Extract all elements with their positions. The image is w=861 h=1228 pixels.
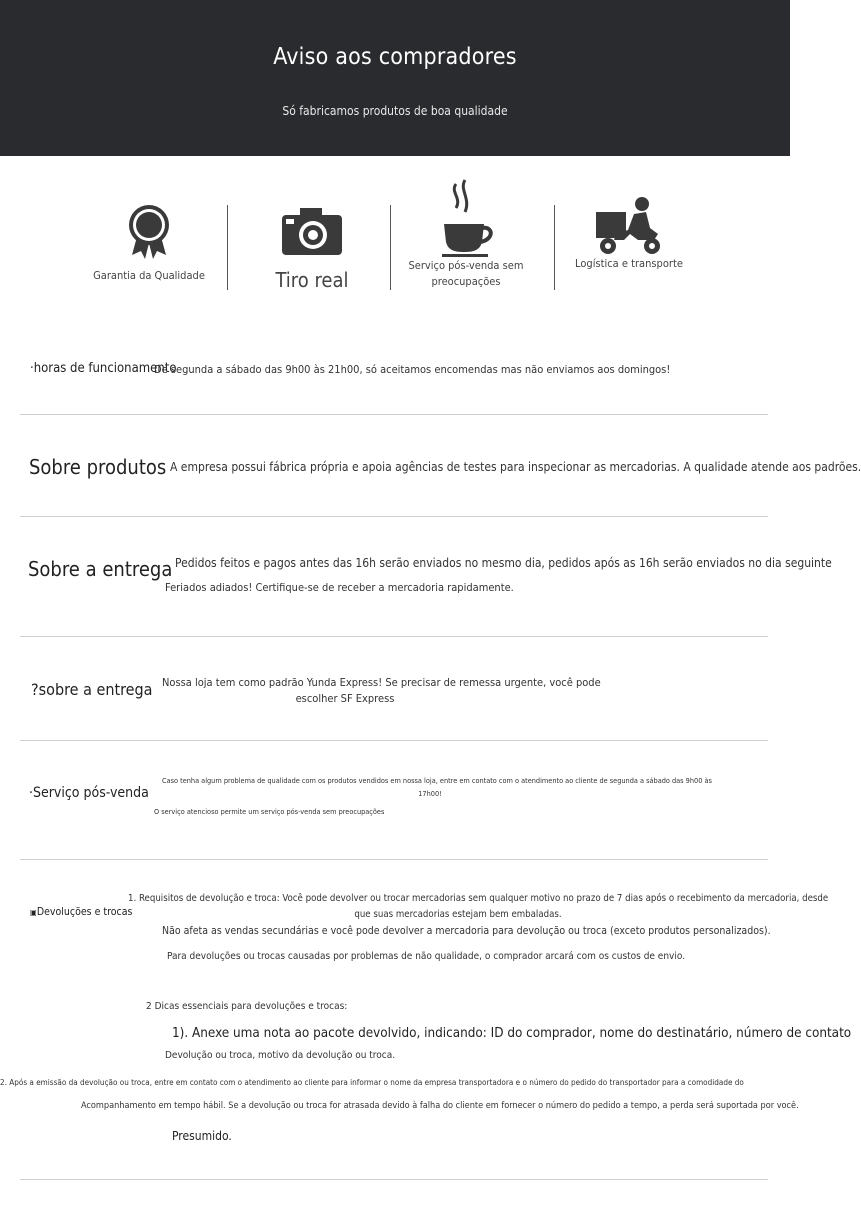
shipping-line: Nossa loja tem como padrão Yunda Express! Se precisar de remessa urgente, você pode [162,676,601,689]
page-subtitle: Só fabricamos produtos de boa qualidade [282,104,508,118]
feature-label: Garantia da Qualidade [93,269,205,282]
award-medal-icon [124,203,174,263]
aftersale-title: ·Serviço pós-venda [29,785,149,801]
aftersale-line: Caso tenha algum problema de qualidade com os produtos vendidos em nossa loja, entre em contato com o atendimento ao cliente de segunda a sábado das 9h00 às [162,776,712,785]
tip-line: 2. Após a emissão da devolução ou troca, entre em contato com o atendimento ao cliente para informar o nome da empresa transportadora e o número do pedido do transportador para a comodidade do [0,1077,744,1087]
aftersale-line: O serviço atencioso permite um serviço pós-venda sem preocupações [154,807,385,816]
divider [20,636,768,637]
delivery-title: Sobre a entrega [28,557,173,581]
returns-line: Não afeta as vendas secundárias e você pode devolver a mercadoria para devolução ou troca (exceto produtos personalizados). [162,925,771,937]
feature-logistics [549,176,709,272]
hours-text: De segunda a sábado das 9h00 às 21h00, só aceitamos encomendas mas não enviamos aos domingos! [154,363,671,376]
page-title: Aviso aos compradores [273,44,517,70]
products-title: Sobre produtos [29,455,167,479]
tip-line: Acompanhamento em tempo hábil. Se a devolução ou troca for atrasada devido à falha do cliente em fornecer o número do pedido a tempo, a perda será suportada por você. [81,1101,799,1111]
camera-icon [280,206,344,256]
aftersale-line: 17h00! [418,789,442,798]
delivery-scooter-icon [594,194,664,258]
shipping-line: escolher SF Express [295,692,395,705]
returns-line: Para devoluções ou trocas causadas por problemas de não qualidade, o comprador arcará com os custos de envio. [167,951,686,962]
divider [20,859,768,860]
feature-label: Serviço pós-venda sem preocupações [408,259,524,288]
divider [20,516,768,517]
delivery-line: Feriados adiados! Certifique-se de receber a mercadoria rapidamente. [165,581,514,594]
tips-title: 2 Dicas essenciais para devoluções e trocas: [146,1001,348,1012]
divider [20,1179,768,1180]
delivery-line: Pedidos feitos e pagos antes das 16h serão enviados no mesmo dia, pedidos após as 16h serão enviados no dia seguinte [175,556,832,570]
divider [20,414,768,415]
feature-aftersale [386,176,546,290]
returns-line: 1. Requisitos de devolução e troca: Você pode devolver ou trocar mercadorias sem qualquer motivo no prazo de 7 dias após o recebimento da mercadoria, desde [128,893,829,904]
returns-line: que suas mercadorias estejam bem embaladas. [354,909,562,920]
divider [227,205,228,290]
feature-label: Logística e transporte [575,257,683,270]
tip-line: 1). Anexe uma nota ao pacote devolvido, indicando: ID do comprador, nome do destinatário, número de contato [172,1026,852,1041]
products-text: A empresa possui fábrica própria e apoia agências de testes para inspecionar as mercadorias. A qualidade atende aos padrões. [170,460,861,474]
returns-title-icon: ▣ [30,908,37,917]
shipping-title: ?sobre a entrega [31,680,153,699]
tip-line: Presumido. [172,1129,232,1143]
returns-title: ▣Devoluções e trocas [30,906,133,918]
header-banner [0,0,790,156]
feature-quality [69,176,229,284]
divider [20,740,768,741]
tip-line: Devolução ou troca, motivo da devolução ou troca. [165,1050,396,1061]
hours-title: ·horas de funcionamento [30,361,177,376]
feature-label: Tiro real [275,268,349,292]
feature-real-photo [232,176,392,292]
coffee-cup-icon [436,180,496,258]
